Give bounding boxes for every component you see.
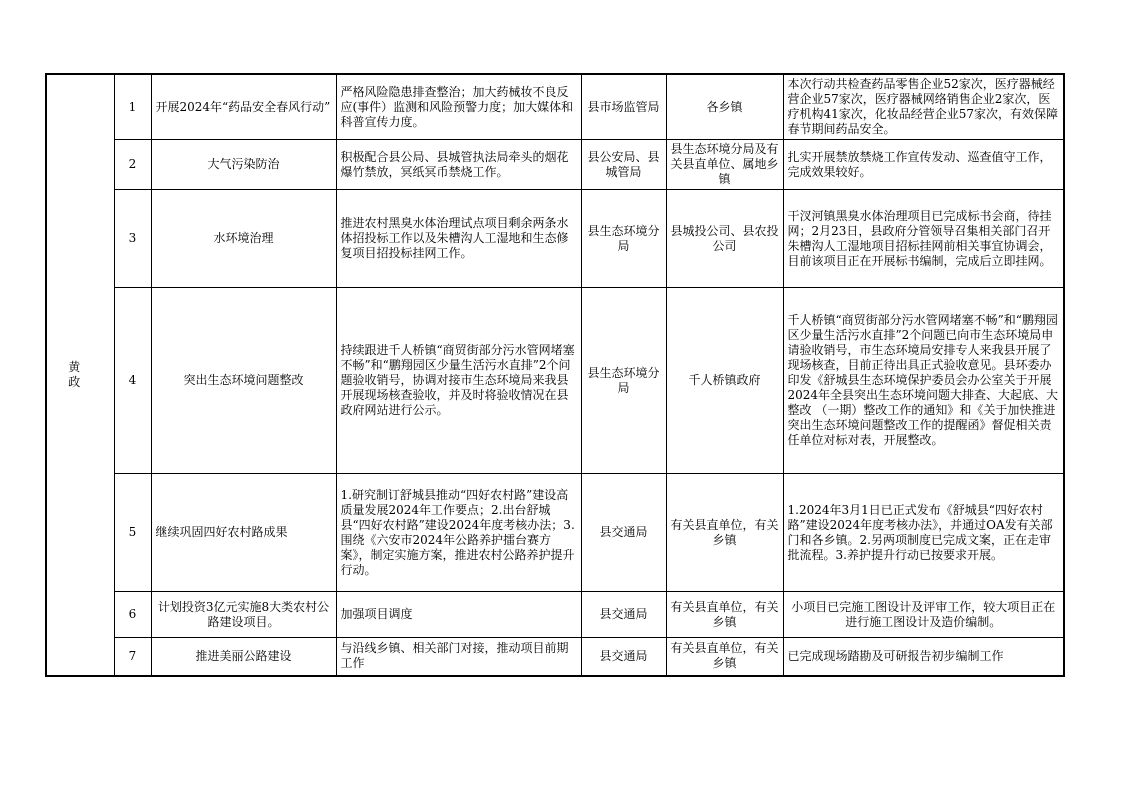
- partner-unit-cell: 千人桥镇政府: [666, 288, 783, 474]
- table-row: [46, 140, 1064, 190]
- row-number: 4: [114, 288, 151, 474]
- row-number: 1: [114, 74, 151, 140]
- owner-cell: 黄 政: [46, 74, 114, 676]
- row-number: 6: [114, 592, 151, 638]
- measure-cell: 推进农村黑臭水体治理试点项目剩余两条水体招投标工作以及朱槽沟人工湿地和生态修复项目招投标挂网工作。: [336, 190, 581, 288]
- measure-cell: 加强项目调度: [336, 592, 581, 638]
- lead-unit-cell: 县市场监管局: [581, 74, 666, 140]
- table-row: [46, 638, 1064, 676]
- progress-cell: 扎实开展禁放禁烧工作宣传发动、巡查值守工作，完成效果较好。: [783, 140, 1064, 190]
- work-progress-table: [45, 73, 1065, 677]
- lead-unit-cell: 县交通局: [581, 474, 666, 592]
- measure-cell: 积极配合县公局、县城管执法局牵头的烟花爆竹禁放，冥纸冥币禁烧工作。: [336, 140, 581, 190]
- task-cell: 继续巩固四好农村路成果: [151, 474, 336, 592]
- table-row: [46, 190, 1064, 288]
- lead-unit-cell: 县公安局、县城管局: [581, 140, 666, 190]
- partner-unit-cell: 有关县直单位，有关乡镇: [666, 638, 783, 676]
- row-number: 5: [114, 474, 151, 592]
- measure-cell: 严格风险隐患排查整治；加大药械妆不良反应(事件）监测和风险预警力度；加大媒体和科普宣传力度。: [336, 74, 581, 140]
- task-cell: 计划投资3亿元实施8大类农村公路建设项目。: [151, 592, 336, 638]
- table-row: [46, 592, 1064, 638]
- table-row: [46, 74, 1064, 140]
- lead-unit-cell: 县生态环境分局: [581, 190, 666, 288]
- partner-unit-cell: 各乡镇: [666, 74, 783, 140]
- row-number: 2: [114, 140, 151, 190]
- lead-unit-cell: 县生态环境分局: [581, 288, 666, 474]
- partner-unit-cell: 县生态环境分局及有关县直单位、属地乡镇: [666, 140, 783, 190]
- task-cell: 推进美丽公路建设: [151, 638, 336, 676]
- progress-cell: 干汊河镇黑臭水体治理项目已完成标书会商，待挂网；2月23日，县政府分管领导召集相关部门召开朱槽沟人工湿地项目招标挂网前相关事宜协调会，目前该项目正在开展标书编制，完成后立即挂网。: [783, 190, 1064, 288]
- row-number: 7: [114, 638, 151, 676]
- task-cell: 突出生态环境问题整改: [151, 288, 336, 474]
- measure-cell: 持续跟进千人桥镇“商贸街部分污水管网堵塞不畅”和“鹏翔园区少量生活污水直排”2个问题验收销号，协调对接市生态环境局来我县开展现场核查验收，并及时将验收情况在县政府网站进行公示。: [336, 288, 581, 474]
- lead-unit-cell: 县交通局: [581, 592, 666, 638]
- partner-unit-cell: 有关县直单位，有关乡镇: [666, 592, 783, 638]
- table-row: [46, 474, 1064, 592]
- measure-cell: 1.研究制订舒城县推动“四好农村路”建设高质量发展2024年工作要点；2.出台舒城县“四好农村路”建设2024年度考核办法；3.围绕《六安市2024年公路养护擂台赛方案》，制定实施方案，推进农村公路养护提升行动。: [336, 474, 581, 592]
- progress-cell: 小项目已完施工图设计及评审工作，较大项目正在进行施工图设计及造价编制。: [783, 592, 1064, 638]
- progress-cell: 本次行动共检查药品零售企业52家次，医疗器械经营企业57家次，医疗器械网络销售企业2家次，医疗机构41家次，化妆品经营企业57家次，有效保障春节期间药品安全。: [783, 74, 1064, 140]
- lead-unit-cell: 县交通局: [581, 638, 666, 676]
- task-cell: 开展2024年“药品安全春风行动”: [151, 74, 336, 140]
- table-row: [46, 288, 1064, 474]
- progress-cell: 千人桥镇“商贸街部分污水管网堵塞不畅”和“鹏翔园区少量生活污水直排”2个问题已向市生态环境局申请验收销号，市生态环境局安排专人来我县开展了现场核查，目前正待出具正式验收意见。县环委办印发《舒城县生态环境保护委员会办公室关于开展2024年全县突出生态环境问题大排查、大起底、大整改 （一期）整改工作的通知》和《关于加快推进突出生态环境问题整改工作的提醒函》督促相关责任单位对标对表，开展整改。: [783, 288, 1064, 474]
- progress-cell: 1.2024年3月1日已正式发布《舒城县“四好农村路”建设2024年度考核办法》，并通过OA发有关部门和各乡镇。2.另两项制度已完成文案，正在走审批流程。3.养护提升行动已按要求开展。: [783, 474, 1064, 592]
- row-number: 3: [114, 190, 151, 288]
- measure-cell: 与沿线乡镇、相关部门对接，推动项目前期工作: [336, 638, 581, 676]
- task-cell: 大气污染防治: [151, 140, 336, 190]
- task-cell: 水环境治理: [151, 190, 336, 288]
- partner-unit-cell: 有关县直单位，有关乡镇: [666, 474, 783, 592]
- progress-cell: 已完成现场踏勘及可研报告初步编制工作: [783, 638, 1064, 676]
- partner-unit-cell: 县城投公司、县农投公司: [666, 190, 783, 288]
